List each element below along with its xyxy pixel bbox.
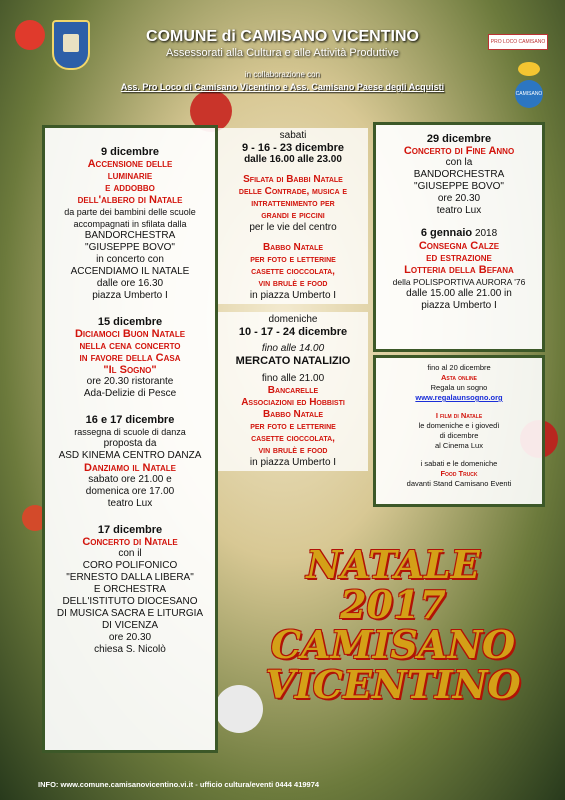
event-time: dalle 15.00 alle 21.00 in [406,288,512,299]
sundays-label: domeniche [268,314,318,325]
event-date: 16 e 17 dicembre [85,414,175,426]
auction-title: Asta online [440,373,478,382]
event-place: chiesa S. Nicolò [94,644,166,655]
sundays-market: MERCATO NATALIZIO [235,355,351,367]
event-17-dic [45,524,215,656]
event-date: 9 dicembre [100,146,160,158]
foodtruck-where: davanti Stand Camisano Eventi [406,479,512,488]
event-time: ore 20.30 [437,193,481,204]
event-line: E ORCHESTRA [93,584,167,595]
auction-link[interactable]: www.regalaunsogno.org [415,393,503,402]
saturdays-label: sabati [279,130,307,141]
event-date: 15 dicembre [97,316,163,328]
event-title: in favore della Casa [79,352,181,364]
event-title: Consegna Calze [418,240,500,252]
event-desc: proposta da [103,438,157,449]
event-inst: DI MUSICA SACRA E LITURGIA [56,608,204,619]
event-place: teatro Lux [436,205,482,216]
page-title: COMUNE di CAMISANO VICENTINO [146,28,419,45]
event-16-17-dic [45,414,215,510]
event-title: Lotteria della Befana [404,264,514,276]
saturdays-parade: grandi e piccini [261,210,325,221]
event-inst: DELL'ISTITUTO DIOCESANO [62,596,198,607]
saturdays-place: in piazza Umberto I [249,290,337,301]
camisano-logo: CAMISANO [515,80,543,108]
event-year: 2018 [474,228,498,239]
collaboration-label: in collaborazione con [244,70,321,79]
pro-loco-logo: PRO LOCO CAMISANO [488,34,548,50]
poster-title [238,542,548,707]
sundays-stalls: Bancarelle [267,385,319,396]
auction-until: fino al 20 dicembre [427,363,491,372]
header [0,0,565,115]
event-time: dalle ore 16.30 [96,278,164,289]
poster-title-line: VICENTINO [265,662,521,707]
saturdays-place: per le vie del centro [249,222,337,233]
event-org: ASD KINEMA CENTRO DANZA [58,450,202,461]
event-line: con il [118,548,142,559]
event-title: nella cena concerto [79,340,181,352]
event-time: ore 20.30 [108,632,152,643]
event-title: Concerto di Fine Anno [403,145,515,157]
event-title: e addobbo [105,182,155,194]
saturdays-santa: vin brulè e food [258,278,328,289]
sundays-santa: casette cioccolata, [251,433,335,444]
saturdays-dates: 9 - 16 - 23 dicembre [241,142,345,154]
saturdays-santa: Babbo Natale [262,242,324,253]
right-events-panel [373,122,545,352]
auction-subtitle: Regala un sogno [430,383,488,392]
films-where: al Cinema Lux [435,441,483,450]
sundays-santa: vin brulè e food [258,445,328,456]
associations-line: Ass. Pro Loco di Camisano Vicentino e Ass. Camisano Paese degli Acquisti [120,82,445,92]
poster-title-line: 2017 [340,582,446,627]
sundays-place: in piazza Umberto I [249,457,337,468]
info-panel [373,355,545,507]
event-org: della POLISPORTIVA AURORA '76 [392,277,526,287]
poster-title-line: CAMISANO [270,622,516,667]
event-time: domenica ore 17.00 [85,486,175,497]
event-line: in concerto con [96,254,164,265]
films-title: I film di Natale [435,411,483,420]
event-band: "GIUSEPPE BOVO" [85,242,175,253]
event-15-dic [45,316,215,400]
event-date: 29 dicembre [426,133,492,145]
saturdays-parade: Sfilata di Babbi Natale [243,174,343,185]
saturdays-parade: intrattenimento per [251,198,335,209]
event-line: ACCENDIAMO IL NATALE [70,266,190,277]
event-band: BANDORCHESTRA [413,169,505,180]
event-date: 6 gennaio [420,227,473,239]
event-desc: rassegna di scuole di danza [74,427,186,437]
event-band: "GIUSEPPE BOVO" [414,181,504,192]
event-choir: "ERNESTO DALLA LIBERA" [66,572,194,583]
sponsor-logo [518,62,540,76]
event-band: BANDORCHESTRA [84,230,176,241]
event-title: dell'albero di Natale [77,194,183,206]
sundays-until: fino alle 14.00 [261,343,325,354]
event-title: Diciamoci Buon Natale [74,328,186,340]
event-date: 17 dicembre [97,524,163,536]
films-when: le domeniche e i giovedì [418,421,500,430]
poster-title-line: NATALE [306,542,480,587]
event-place: teatro Lux [107,498,153,509]
saturdays-santa: per foto e letterine [250,254,336,265]
footer-info: INFO: www.comune.camisanovicentino.vi.it - ufficio cultura/eventi 0444 419974 [38,780,320,789]
event-title: Concerto di Natale [82,536,178,548]
event-desc: da parte dei bambini delle scuole [64,207,196,217]
sundays-santa: per foto e letterine [250,421,336,432]
event-9-dic [45,146,215,302]
foodtruck-when: i sabati e le domeniche [420,459,498,468]
page-subtitle: Assessorati alla Cultura e alle Attività Produttive [166,47,399,59]
event-title: Accensione delle [87,158,173,170]
event-title: "Il Sogno" [103,364,157,376]
sundays-santa: Babbo Natale [262,409,324,420]
saturdays-santa: casette cioccolata, [251,266,335,277]
event-place: Ada-Delizie di Pesce [83,388,177,399]
event-title: ed estrazione [426,252,492,264]
sundays-block [218,312,368,471]
saturdays-time: dalle 16.00 alle 23.00 [244,154,342,165]
event-time: ore 20.30 ristorante [86,376,174,387]
saturdays-parade: delle Contrade, musica e [238,186,348,197]
event-time: sabato ore 21.00 e [88,474,172,485]
event-place: piazza Umberto I [421,300,497,311]
saturdays-block [218,128,368,304]
foodtruck-title: Food Truck [440,469,478,478]
films-when: di dicembre [439,431,479,440]
middle-events-column [218,128,368,471]
event-inst: DI VICENZA [101,620,159,631]
event-choir: CORO POLIFONICO [82,560,178,571]
event-title: Danziamo il Natale [84,462,176,474]
event-line: con la [445,157,473,168]
event-desc: accompagnati in sfilata dalla [73,219,187,229]
sundays-until: fino alle 21.00 [261,373,325,384]
event-place: piazza Umberto I [92,290,168,301]
left-events-panel [42,125,218,753]
sundays-dates: 10 - 17 - 24 dicembre [238,326,348,338]
event-title: luminarie [107,170,153,182]
sundays-stalls: Associazioni ed Hobbisti [241,397,345,408]
